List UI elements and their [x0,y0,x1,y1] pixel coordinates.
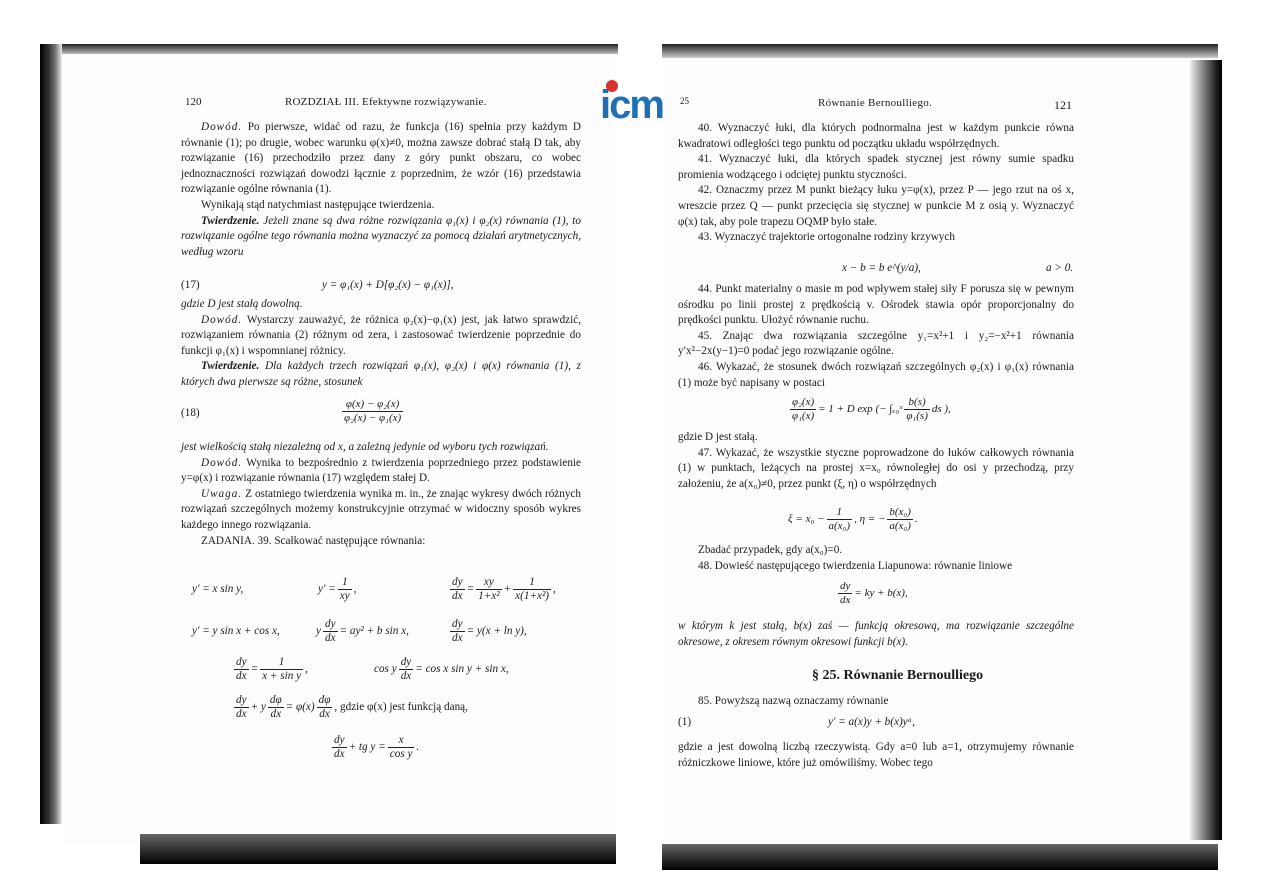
exercise-46: 46. Wykazać, że stosunek dwóch rozwiązań szczególnych φ₂(x) i φ₁(x) równania (1) może być napisany w postaci [678,360,1074,389]
left-page-top-edge [62,44,618,54]
eq17-number: (17) [181,279,200,291]
paragraph-proof-2: Dowód. Wystarczy zauważyć, że różnica φ₂(x)−φ₁(x) jest, jak łatwo sprawdzić, rozwiązaniem równania (2) różnym od zera, i zastosować twierdzenie poprzednie do funkcji φ₁(x) i wspomnianej różnicy. [181,313,581,357]
paragraph-constant: jest wielkością stałą niezależną od x, a zależną jedynie od wyboru tych rozwiązań. [181,441,549,453]
theorem-2: Twierdzenie. Dla każdych trzech rozwiązań φ₁(x), φ₂(x) i φ(x) równania (1), z których dwa pierwsze są różne, stosunek [181,360,581,388]
eq18: $\frac{\text{φ(x) − φ₂(x)}}{\text{φ₂(x) − φ₁(x)}}$ [344,398,402,424]
right-page-text-2 [678,282,1074,391]
exercises-heading: ZADANIA. 39. Scałkować następujące równania: [201,534,426,547]
exercise-1a: y′ = x sin y, [192,583,244,595]
eq43-condition: a > 0. [1046,262,1074,274]
paragraph-consequence: Wynikają stąd natychmiast następujące twierdzenia. [201,198,435,211]
right-page-text-3 [678,430,1074,492]
exercise-43: 43. Wyznaczyć trajektorie ortogonalne rodziny krzywych [698,231,955,244]
theorem-1: Twierdzenie. Jeżeli znane są dwa różne rozwiązania φ₁(x) i φ₂(x) równania (1), to rozwiązanie ogólne tego równania można wyznaczyć za pomocą działań arytmetycznych, według wzoru [181,214,581,258]
eq46: $\frac{\text{φ₂(x)}}{\text{φ₁(x)}}$ = 1 + D exp (− ∫ₓ₀ˣ $\frac{b(s)}{\text{φ₁(s)}}$ ds ), [792,396,951,422]
paragraph-85: 85. Powyższą nazwą oznaczamy równanie [698,695,889,707]
left-running-head: ROZDZIAŁ III. Efektywne rozwiązywanie. [285,96,487,108]
right-page-number: 121 [1054,98,1072,112]
right-page-bottom-edge [662,844,1218,870]
exercise-44: 44. Punkt materialny o masie m pod wpływem stałej siły F porusza się w pewnym ośrodku po linii prostej z prędkością v. Ośrodek stawia opór proporcjonalny do prędkości punktu. Ułożyć równanie ruchu. [678,283,1074,327]
exercise-1b: y′ = $\frac{1}{xy}$ , [318,576,357,602]
right-signature: 25 [680,96,689,106]
right-page-text [678,121,1074,246]
right-page-text-5 [678,619,1074,650]
case-note: Zbadać przypadek, gdy a(x₀)=0. [698,544,843,556]
exercise-3b: cos y $\frac{dy}{dx}$ = cos x sin y + sin x, [374,656,509,682]
right-page-edge [1190,60,1222,840]
exercise-3a: $\frac{dy}{dx}$ = $\frac{1}{\text{x + sin y}}$ , [236,656,308,682]
exercise-41: 41. Wyznaczyć łuki, dla których spadek stycznej jest równy sumie spadku promienia wodzącego i odciętej punktu styczności. [678,153,1074,181]
eq1: y′ = a(x)y + b(x)yᵃ, [828,716,915,728]
exercise-47: 47. Wykazać, że wszystkie styczne poprowadzone do łuków całkowych równania (1) w punktach, leżących na prostej x=x₀ równoległej do osi y przechodzą, przy założeniu, że a(x₀)≠0, przez punkt (ξ, η) o współrzędnych [678,446,1074,490]
liapunov-statement: w którym k jest stałą, b(x) zaś — funkcją okresową, ma rozwiązanie szczególne okresowe, z okresem równym okresowi funkcji b(x). [678,620,1074,648]
right-running-head: Równanie Bernoulliego. [818,97,933,109]
exercise-42: 42. Oznaczmy przez M punkt bieżący łuku y=φ(x), przez P — jego rzut na oś x, wreszcie przez Q — punkt przecięcia się stycznej w punkcie M z osią y. Wyznaczyć φ(x) tak, aby pole trapezu OQMP było stałe. [678,184,1074,228]
left-page-text-3 [181,440,581,549]
eq47: ξ = x₀ − $\frac{1}{\text{a(x₀)}}$ , η = − $\frac{\text{b(x₀)}}{\text{a(x₀)}}$ . [788,506,918,532]
exercise-4: $\frac{dy}{dx}$ + y $\frac{d\varphi}{dx}$ = φ(x) $\frac{d\varphi}{dx}$ , gdzie φ(x) jest funkcją daną, [236,694,468,720]
left-page-number: 120 [185,96,202,108]
paragraph-remark: Uwaga. Z ostatniego twierdzenia wynika m. in., że znając wykresy dwóch różnych rozwiązań szczególnych możemy konstrukcyjnie otrzymać w widoczny sposób wykres każdego innego rozwiązania. [181,487,581,531]
icm-logo [598,78,672,122]
paragraph-last: gdzie a jest dowolną liczbą rzeczywistą. Gdy a=0 lub a=1, otrzymujemy równanie różniczkowe liniowe, które już omówiliśmy. Wobec tego [678,741,1074,769]
right-page-text-6 [678,694,1074,710]
exercise-40: 40. Wyznaczyć łuki, dla których podnormalna jest w każdym punkcie równa kwadratowi odległości tego punktu od początku układu współrzędnych. [678,122,1074,150]
eq18-number: (18) [181,407,200,419]
exercise-45: 45. Znając dwa rozwiązania szczególne y₁=x²+1 i y₂=−x²+1 równania y′x²−2x(y−1)=0 podać jego rozwiązanie ogólne. [678,329,1074,358]
right-page-top-edge [662,44,1218,58]
exercise-2c: $\frac{dy}{dx}$ = y(x + ln y), [452,618,527,644]
exercise-1c: $\frac{dy}{dx}$ = $\frac{xy}{\text{1+x²}}$ + $\frac{1}{\text{x(1+x²)}}$ , [452,576,556,602]
exercise-5: $\frac{dy}{dx}$ + tg y = $\frac{x}{\text{cos y}}$ . [334,734,420,760]
left-page-text-2 [181,297,581,391]
left-page-edge [40,44,62,824]
eq43: x − b = b e^(y/a), [842,262,921,274]
eq17-note: gdzie D jest stałą dowolną. [181,298,303,310]
left-page-text [181,120,581,260]
paragraph-proof-1: Dowód. Po pierwsze, widać od razu, że funkcja (16) spełnia przy każdym D równanie (1); po drugie, wobec warunku φ(x)≠0, można zawsze dobrać stałą D tak, aby rozwiązanie (16) przechodziło przez dany z góry punkt obszaru, co wobec jednoznaczności rozwiązań dowodzi łącznie z poprzednim, że wzór (16) przedstawia rozwiązanie ogólne równania (1). [181,121,582,196]
right-page-text-4 [678,543,1074,574]
constant-note: gdzie D jest stałą. [678,431,758,443]
eq1-number: (1) [678,716,692,728]
exercise-48: 48. Dowieść następującego twierdzenia Liapunowa: równanie liniowe [698,559,1013,572]
left-page-bottom-edge [140,834,616,864]
right-page-text-7 [678,740,1074,771]
exercise-2b: y $\frac{dy}{dx}$ = ay² + b sin x, [316,618,409,644]
exercise-2a: y′ = y sin x + cos x, [192,625,280,637]
svg-text:icm: icm [600,83,663,122]
eq17: y = φ₁(x) + D[φ₂(x) − φ₁(x)], [322,279,454,291]
eq48: $\frac{dy}{dx}$ = ky + b(x), [840,580,908,606]
paragraph-proof-3: Dowód. Wynika to bezpośrednio z twierdzenia poprzedniego przez podstawienie y=φ(x) i rozwiązanie równania (17) względem stałej D. [181,456,581,485]
section-title: § 25. Równanie Bernoulliego [812,668,984,683]
